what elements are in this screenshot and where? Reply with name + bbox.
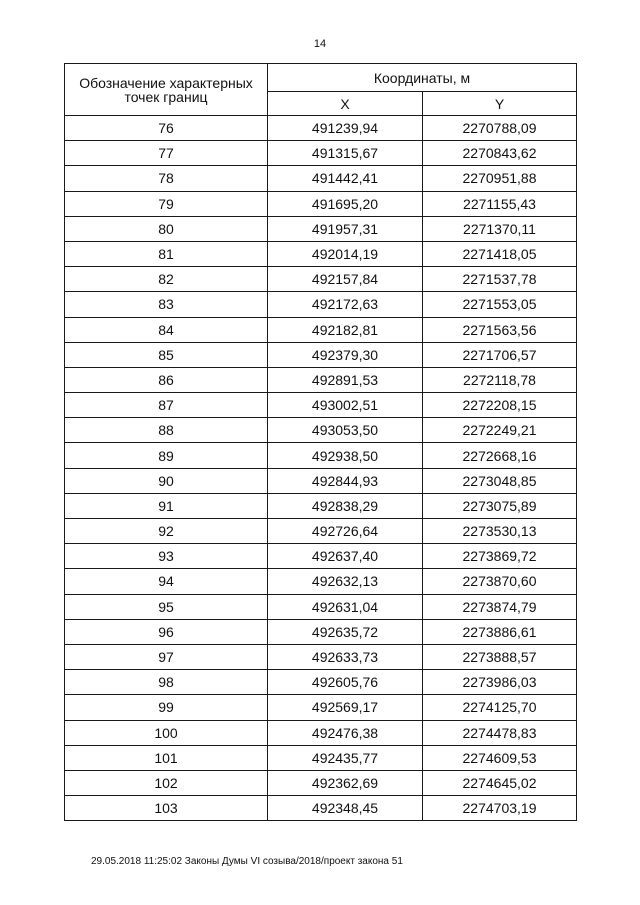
y-coordinate-cell: 2273870,60 — [423, 569, 577, 594]
point-cell: 93 — [65, 544, 268, 569]
table-row — [65, 493, 577, 518]
table-row — [65, 191, 577, 216]
point-cell: 91 — [65, 493, 268, 518]
point-cell: 102 — [65, 770, 268, 795]
point-cell: 82 — [65, 267, 268, 292]
y-coordinate-cell: 2273874,79 — [423, 594, 577, 619]
table-row — [65, 317, 577, 342]
x-coordinate-cell: 491442,41 — [268, 166, 423, 191]
x-coordinate-cell: 492379,30 — [268, 342, 423, 367]
y-coordinate-cell: 2271537,78 — [423, 267, 577, 292]
x-coordinate-cell: 492435,77 — [268, 745, 423, 770]
y-coordinate-cell: 2274125,70 — [423, 695, 577, 720]
table-row — [65, 367, 577, 392]
y-coordinate-cell: 2272118,78 — [423, 367, 577, 392]
table-row — [65, 745, 577, 770]
coordinates-table — [64, 63, 577, 821]
point-cell: 92 — [65, 519, 268, 544]
point-cell: 99 — [65, 695, 268, 720]
table-row — [65, 770, 577, 795]
x-coordinate-cell: 492844,93 — [268, 468, 423, 493]
table-row — [65, 644, 577, 669]
y-coordinate-cell: 2274703,19 — [423, 796, 577, 821]
x-coordinate-cell: 492348,45 — [268, 796, 423, 821]
table-row — [65, 292, 577, 317]
coordinates-header: Координаты, м — [268, 64, 577, 92]
table-row — [65, 720, 577, 745]
table-row — [65, 267, 577, 292]
point-cell: 96 — [65, 619, 268, 644]
table-row — [65, 519, 577, 544]
x-coordinate-cell: 492631,04 — [268, 594, 423, 619]
x-coordinate-cell: 492633,73 — [268, 644, 423, 669]
point-cell: 94 — [65, 569, 268, 594]
y-coordinate-cell: 2273986,03 — [423, 670, 577, 695]
x-coordinate-cell: 493053,50 — [268, 418, 423, 443]
table-body — [65, 116, 577, 821]
x-coordinate-cell: 492172,63 — [268, 292, 423, 317]
y-column-header: Y — [423, 92, 577, 116]
point-cell: 100 — [65, 720, 268, 745]
table-row — [65, 569, 577, 594]
table-row — [65, 619, 577, 644]
x-coordinate-cell: 492157,84 — [268, 267, 423, 292]
table-row — [65, 468, 577, 493]
y-coordinate-cell: 2272208,15 — [423, 393, 577, 418]
point-cell: 98 — [65, 670, 268, 695]
y-coordinate-cell: 2273075,89 — [423, 493, 577, 518]
y-coordinate-cell: 2273888,57 — [423, 644, 577, 669]
x-coordinate-cell: 492938,50 — [268, 443, 423, 468]
x-coordinate-cell: 492476,38 — [268, 720, 423, 745]
table-row — [65, 393, 577, 418]
point-cell: 78 — [65, 166, 268, 191]
x-coordinate-cell: 492635,72 — [268, 619, 423, 644]
y-coordinate-cell: 2274609,53 — [423, 745, 577, 770]
x-coordinate-cell: 492637,40 — [268, 544, 423, 569]
y-coordinate-cell: 2273048,85 — [423, 468, 577, 493]
x-coordinate-cell: 492569,17 — [268, 695, 423, 720]
point-cell: 79 — [65, 191, 268, 216]
y-coordinate-cell: 2270788,09 — [423, 116, 577, 141]
point-cell: 101 — [65, 745, 268, 770]
table-row — [65, 544, 577, 569]
y-coordinate-cell: 2274478,83 — [423, 720, 577, 745]
point-designation-header: Обозначение характерных точек границ — [65, 64, 268, 116]
point-cell: 77 — [65, 141, 268, 166]
document-footer: 29.05.2018 11:25:02 Законы Думы VI созыва/2018/проект закона 51 — [91, 856, 403, 867]
y-coordinate-cell: 2270951,88 — [423, 166, 577, 191]
x-coordinate-cell: 492632,13 — [268, 569, 423, 594]
x-coordinate-cell: 492182,81 — [268, 317, 423, 342]
y-coordinate-cell: 2273530,13 — [423, 519, 577, 544]
table-row — [65, 116, 577, 141]
y-coordinate-cell: 2271553,05 — [423, 292, 577, 317]
point-cell: 97 — [65, 644, 268, 669]
x-column-header: X — [268, 92, 423, 116]
table-row — [65, 141, 577, 166]
point-cell: 86 — [65, 367, 268, 392]
y-coordinate-cell: 2271370,11 — [423, 216, 577, 241]
table-row — [65, 342, 577, 367]
point-cell: 76 — [65, 116, 268, 141]
y-coordinate-cell: 2273869,72 — [423, 544, 577, 569]
y-coordinate-cell: 2270843,62 — [423, 141, 577, 166]
x-coordinate-cell: 492014,19 — [268, 241, 423, 266]
y-coordinate-cell: 2271418,05 — [423, 241, 577, 266]
x-coordinate-cell: 491239,94 — [268, 116, 423, 141]
point-cell: 80 — [65, 216, 268, 241]
point-cell: 90 — [65, 468, 268, 493]
table-row — [65, 216, 577, 241]
table-row — [65, 670, 577, 695]
point-cell: 87 — [65, 393, 268, 418]
x-coordinate-cell: 492726,64 — [268, 519, 423, 544]
table-row — [65, 594, 577, 619]
table-row — [65, 418, 577, 443]
x-coordinate-cell: 493002,51 — [268, 393, 423, 418]
point-cell: 103 — [65, 796, 268, 821]
point-cell: 81 — [65, 241, 268, 266]
point-cell: 89 — [65, 443, 268, 468]
point-cell: 95 — [65, 594, 268, 619]
x-coordinate-cell: 491315,67 — [268, 141, 423, 166]
x-coordinate-cell: 492362,69 — [268, 770, 423, 795]
table-row — [65, 241, 577, 266]
y-coordinate-cell: 2272249,21 — [423, 418, 577, 443]
y-coordinate-cell: 2274645,02 — [423, 770, 577, 795]
x-coordinate-cell: 492838,29 — [268, 493, 423, 518]
point-cell: 83 — [65, 292, 268, 317]
y-coordinate-cell: 2271155,43 — [423, 191, 577, 216]
table-row — [65, 166, 577, 191]
y-coordinate-cell: 2272668,16 — [423, 443, 577, 468]
page-number: 14 — [313, 38, 327, 50]
x-coordinate-cell: 491957,31 — [268, 216, 423, 241]
table-row — [65, 443, 577, 468]
table-row — [65, 796, 577, 821]
x-coordinate-cell: 491695,20 — [268, 191, 423, 216]
y-coordinate-cell: 2271706,57 — [423, 342, 577, 367]
table-row — [65, 695, 577, 720]
point-cell: 85 — [65, 342, 268, 367]
point-cell: 84 — [65, 317, 268, 342]
point-cell: 88 — [65, 418, 268, 443]
x-coordinate-cell: 492605,76 — [268, 670, 423, 695]
y-coordinate-cell: 2271563,56 — [423, 317, 577, 342]
y-coordinate-cell: 2273886,61 — [423, 619, 577, 644]
x-coordinate-cell: 492891,53 — [268, 367, 423, 392]
